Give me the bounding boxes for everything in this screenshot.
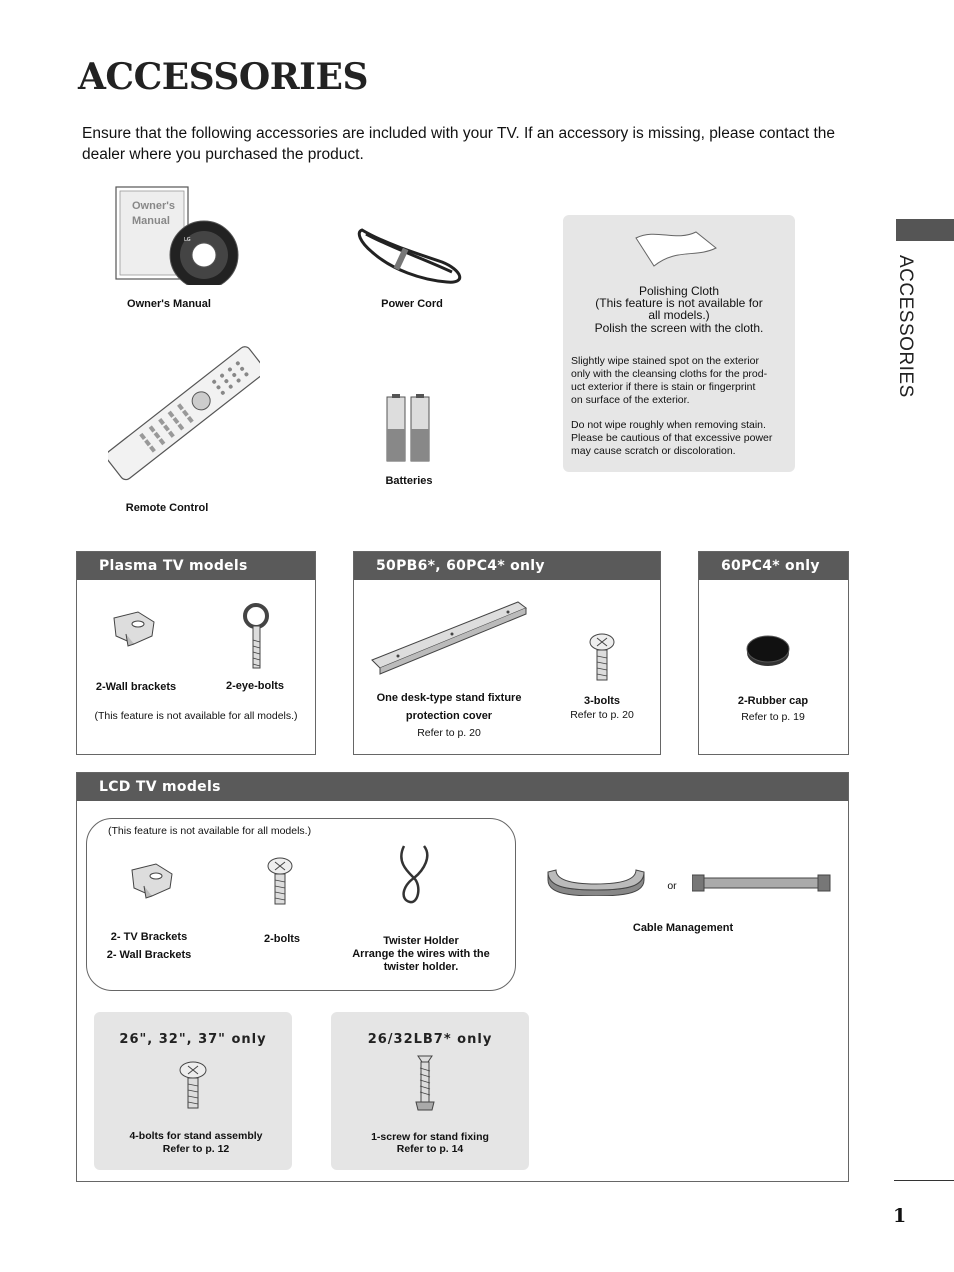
batteries-illustration	[384, 393, 434, 465]
polishing-cloth-para-2	[571, 419, 793, 458]
page-title: ACCESSORIES	[78, 56, 368, 98]
plasma-wall-brackets-label: 2-Wall brackets	[95, 681, 177, 693]
power-cord-label: Power Cord	[381, 298, 443, 310]
para1-line: on surface of the exterior.	[571, 394, 690, 406]
side-tab-bar	[896, 219, 954, 241]
tv-brackets-label: 2- TV Brackets	[110, 931, 188, 943]
polishing-cloth-title: Polishing Cloth	[638, 284, 720, 298]
rubber-cap-icon	[744, 633, 792, 669]
pb6-panel-header: 50PB6*, 60PC4* only	[354, 552, 660, 580]
pb6-bolt-icon	[588, 632, 616, 684]
cable-management-cover-icon	[544, 866, 648, 896]
cable-management-bar-icon	[692, 872, 832, 896]
stand-bolts-header: 26", 32", 37" only	[119, 1032, 267, 1047]
para1-line: uct exterior if there is stain or fingerprint	[571, 381, 756, 393]
polishing-cloth-para-1	[571, 355, 793, 407]
plasma-note: (This feature is not available for all models.)	[94, 710, 298, 722]
page-number: 1	[893, 1205, 907, 1227]
twister-holder-title: Twister Holder	[383, 935, 459, 947]
eye-bolts-label: 2-eye-bolts	[225, 680, 285, 692]
plasma-panel	[76, 551, 316, 755]
power-cord-illustration	[352, 222, 468, 288]
pb6-bolts-ref: Refer to p. 20	[570, 709, 634, 721]
remote-control-illustration	[108, 330, 260, 496]
cable-management-label: Cable Management	[632, 922, 734, 934]
twister-holder-icon	[394, 842, 434, 908]
protection-cover-ref: Refer to p. 20	[417, 727, 481, 739]
pb6-bolts-label: 3-bolts	[583, 695, 621, 707]
svg-text:LG: LG	[184, 237, 191, 243]
polishing-cloth-note-2: all models.)	[648, 308, 710, 322]
lcd-wall-brackets-label: 2- Wall Brackets	[106, 949, 192, 961]
rubber-cap-ref: Refer to p. 19	[741, 711, 805, 723]
lcd-bolts-label: 2-bolts	[263, 933, 301, 945]
owners-manual-label: Owner's Manual	[127, 298, 211, 310]
para2-line: Please be cautious of that excessive power	[571, 432, 773, 444]
side-tab-label: ACCESSORIES	[895, 255, 916, 398]
pc4-panel-header: 60PC4* only	[699, 552, 848, 580]
para1-line: only with the cleansing cloths for the prod-	[571, 368, 768, 380]
twister-holder-line2: twister holder.	[383, 961, 459, 973]
tv-bracket-icon	[126, 858, 178, 902]
lcd-panel-header: LCD TV models	[77, 773, 848, 801]
intro-text: Ensure that the following accessories are included with your TV. If an accessory is missing, please contact the dealer where you purchased the product.	[82, 125, 835, 163]
remote-control-label: Remote Control	[125, 502, 209, 514]
twister-holder-line1: Arrange the wires with the	[352, 948, 490, 960]
cable-or-text: or	[667, 880, 677, 892]
lcd-note: (This feature is not available for all models.)	[108, 825, 312, 837]
eye-bolt-icon	[240, 600, 274, 672]
fixing-screw-line2: Refer to p. 14	[396, 1143, 464, 1155]
para2-line: Do not wipe roughly when removing stain.	[571, 419, 766, 431]
rubber-cap-label: 2-Rubber cap	[737, 695, 809, 707]
fixing-screw-header: 26/32LB7* only	[367, 1032, 493, 1047]
fixing-screw-line1: 1-screw for stand fixing	[371, 1131, 489, 1143]
batteries-label: Batteries	[385, 475, 433, 487]
plasma-panel-header: Plasma TV models	[77, 552, 315, 580]
para1-line: Slightly wipe stained spot on the exterior	[571, 355, 759, 367]
protection-cover-icon	[368, 598, 530, 678]
protection-cover-line1: One desk-type stand fixture	[376, 692, 522, 704]
page-number-rule	[894, 1180, 954, 1181]
lcd-bolt-icon	[266, 856, 294, 908]
polishing-cloth-note-1: (This feature is not available for	[595, 296, 763, 310]
manual-cover-text: Owner's Manual	[132, 200, 175, 227]
protection-cover-line2: protection cover	[405, 710, 493, 722]
polishing-cloth-instruction: Polish the screen with the cloth.	[594, 321, 764, 335]
wall-bracket-icon	[108, 606, 160, 650]
stand-bolt-icon	[178, 1060, 208, 1112]
stand-bolts-line1: 4-bolts for stand assembly	[129, 1130, 263, 1142]
para2-line: may cause scratch or discoloration.	[571, 445, 736, 457]
side-tab	[884, 255, 928, 398]
polishing-cloth-icon	[632, 226, 720, 272]
fixing-screw-icon	[412, 1054, 438, 1116]
stand-bolts-line2: Refer to p. 12	[162, 1143, 230, 1155]
